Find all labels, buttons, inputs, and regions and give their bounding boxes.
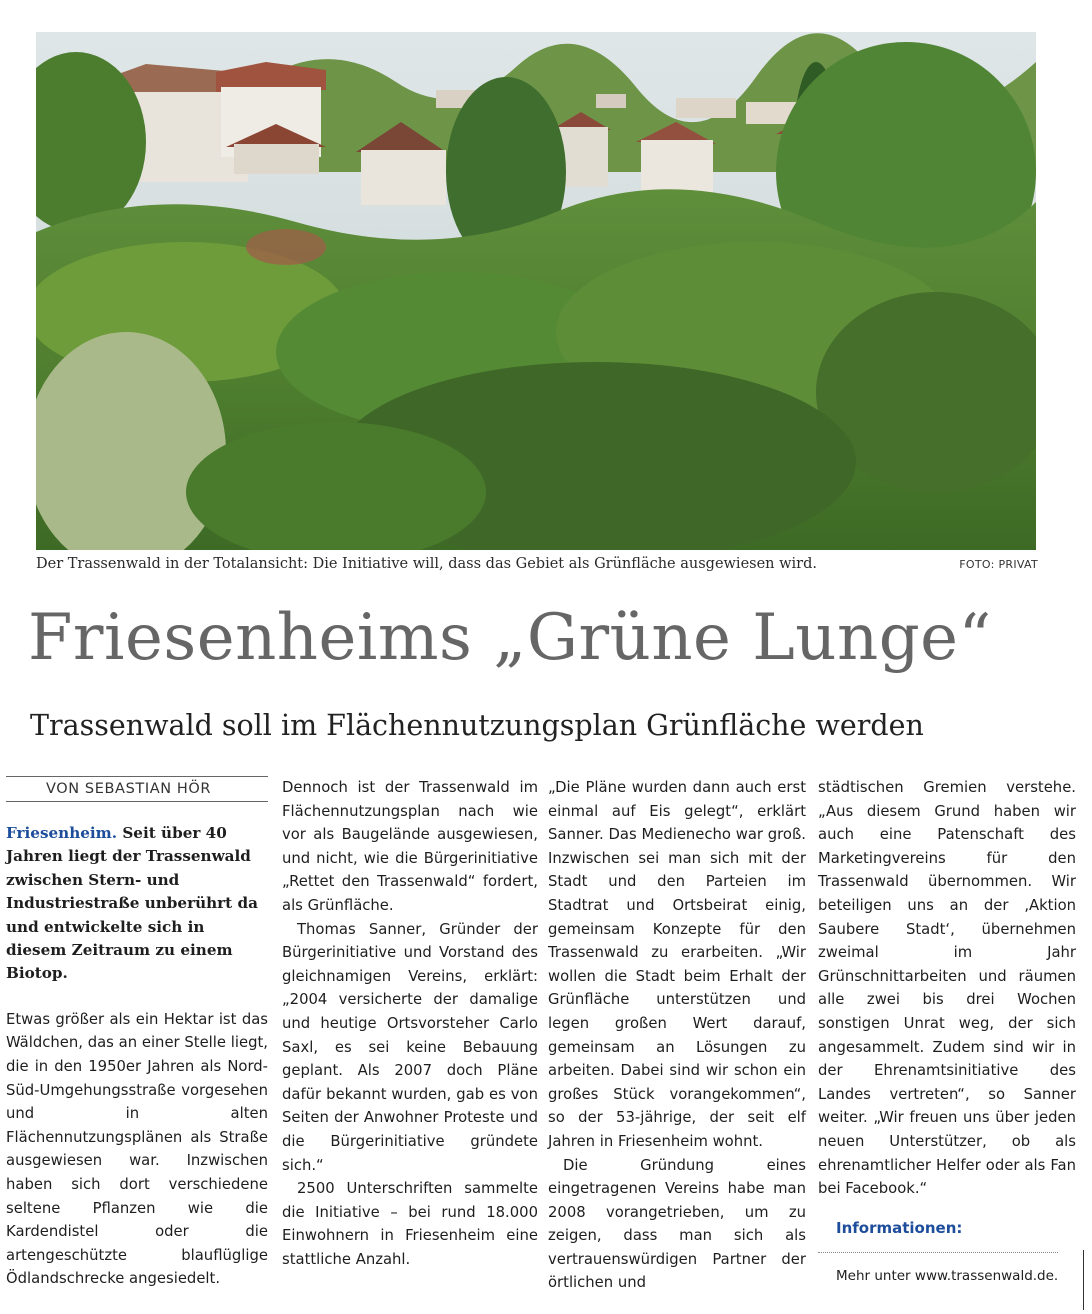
body-paragraph: Thomas Sanner, Gründer der Bürgerinitiative und Vorstand des gleichnamigen Vereins, erklärt: „2004 versicherte der damalige und heutige Ortsvorsteher Carlo Saxl, es sei keine Bebauung geplant. Als 2007 doch Pläne dafür bekannt wurden, gab es von Seiten der Anwohner Proteste und die Bürgerinitiative gründete sich.“	[282, 920, 538, 1174]
subheadline: Trassenwald soll im Flächennutzungsplan Grünfläche werden	[30, 709, 924, 742]
body-paragraph: städtischen Gremien verstehe. „Aus diesem Grund haben wir auch eine Patenschaft des Marketingvereins für den Trassenwald übernommen. Wir beteiligen uns an der ‚Aktion Saubere Stadt‘, übernehmen zweimal im Jahr Grünschnittarbeiten und räumen alle zwei bis drei Wochen sonstigen Unrat weg, der sich angesammelt. Zudem sind wir in der Ehrenamtsinitiative des Landes vertreten“, so Sanner weiter. „Wir freuen uns über jeden neuen Unterstützer, ob als ehrenamtlicher Helfer oder als Fan bei Facebook.“	[818, 779, 1076, 1198]
info-heading: Informationen:	[836, 1218, 963, 1237]
body-paragraph: Dennoch ist der Trassenwald im Flächennutzungsplan nach wie vor als Baugelände ausgewiesen, und nicht, wie die Bürgerinitiative „Rettet den Trassenwald“ fordert, als Grünfläche.	[282, 779, 538, 914]
caption-text: Der Trassenwald in der Totalansicht: Die Initiative will, dass das Gebiet als Grünfläche ausgewiesen wird.	[36, 556, 817, 572]
trassenwald-photo	[36, 32, 1036, 550]
info-divider	[818, 1252, 1058, 1253]
page-edge-line	[1083, 1250, 1084, 1310]
body-paragraph: Die Gründung eines eingetragenen Vereins habe man 2008 vorangetrieben, um zu zeigen, dass man sich als vertrauenswürdigen Partner der örtlichen und	[548, 1156, 806, 1292]
photo-caption	[36, 556, 1038, 578]
info-text: Mehr unter www.trassenwald.de.	[836, 1268, 1059, 1285]
article-photo	[36, 32, 1036, 550]
body-paragraph: „Die Pläne wurden dann auch erst einmal auf Eis gelegt“, erklärt Sanner. Das Medienecho war groß. Inzwischen sei man sich mit der Stadt und den Parteien im Stadtrat und Ortsbeirat einig, gemeinsam Konzepte für den Trassenwald zu erarbeiten. „Wir wollen die Stadt beim Erhalt der Grünfläche unterstützen und legen großen Wert darauf, gemeinsam an Lösungen zu arbeiten. Dabei sind wir schon ein großes Stück vorangekommen“, so der 53-jährige, der seit elf Jahren in Friesenheim wohnt.	[548, 779, 806, 1150]
column-3	[548, 776, 806, 1295]
body-paragraph: 2500 Unterschriften sammelte die Initiative – bei rund 18.000 Einwohnern in Friesenheim eine stattliche Anzahl.	[282, 1180, 538, 1268]
headline: Friesenheims „Grüne Lunge“	[28, 601, 992, 675]
dateline: Friesenheim.	[6, 824, 118, 842]
column-4	[818, 776, 1076, 1289]
lead-paragraph	[6, 822, 268, 986]
lead-text: Seit über 40 Jahren liegt der Trassenwald zwischen Stern- und Industriestraße unberührt da und entwickelte sich in diesem Zeitraum zu einem Biotop.	[6, 824, 258, 983]
body-paragraph: Etwas größer als ein Hektar ist das Wäldchen, das an einer Stelle liegt, die in den 1950er Jahren als Nord-Süd-Umgehungsstraße vorgesehen und in alten Flächennutzungsplänen als Straße ausgewiesen war. Inzwischen haben sich dort verschiedene seltene Pflanzen wie die Kardendistel oder die artengeschützte blauflüglige Ödlandschrecke angesiedelt.	[6, 1010, 268, 1288]
photo-credit: FOTO: PRIVAT	[959, 558, 1038, 571]
column-1	[6, 776, 268, 1291]
column-2	[282, 776, 538, 1271]
byline: VON SEBASTIAN HÖR	[6, 776, 268, 802]
